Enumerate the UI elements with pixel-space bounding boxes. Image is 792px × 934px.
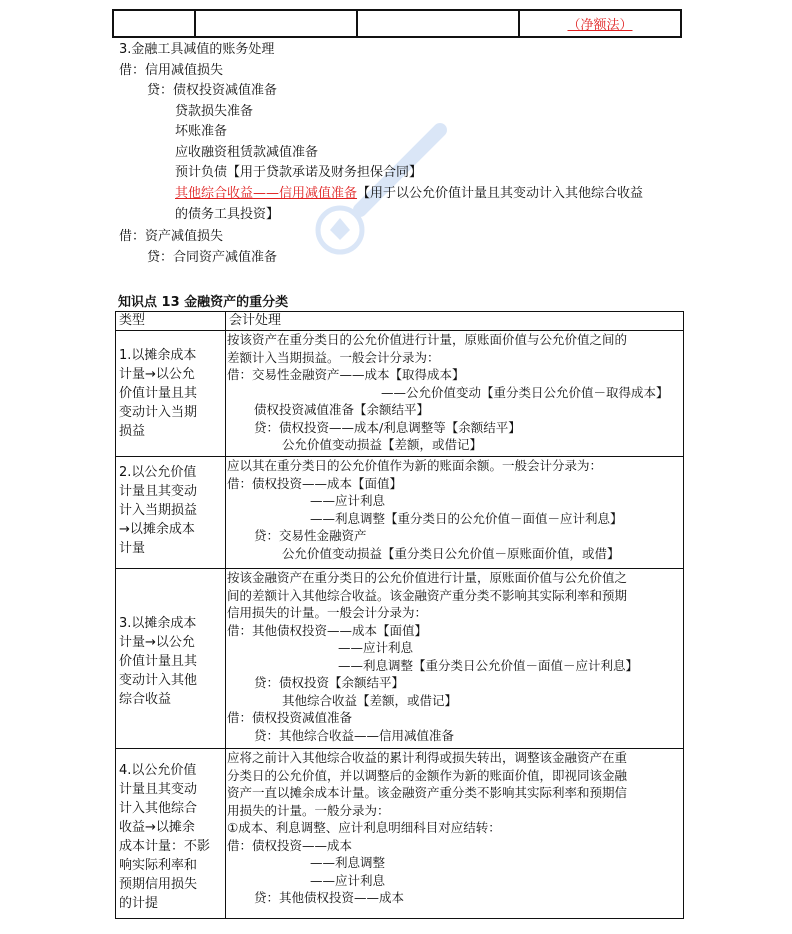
text-line: 用损失的计量。一般分录为： <box>227 802 390 818</box>
accounting-cell <box>226 331 684 457</box>
table-cell <box>519 10 681 37</box>
type-text: 1.以摊余成本 计量→以公允 价值计量且其 变动计入当期 损益 <box>119 348 198 439</box>
entry-line: 坏账准备 <box>175 124 228 139</box>
top-partial-table <box>112 9 682 38</box>
text-line: 分类日的公允价值，并以调整后的金额作为新的账面价值，即视同该金融 <box>227 767 628 783</box>
text-line: 按该金融资产在重分类日的公允价值进行计量，原账面价值与公允价值之 <box>227 570 628 585</box>
text-line: 公允价值变动损益【差额，或借记】 <box>282 437 483 452</box>
text-line: 其他综合收益【差额，或借记】 <box>282 692 458 708</box>
text-line: ——公允价值变动【重分类日公允价值－取得成本】 <box>381 384 669 400</box>
text-line: ——利息调整【重分类日公允价值－面值－应计利息】 <box>338 657 639 673</box>
entry-line: 贷：合同资产减值准备 <box>147 250 278 265</box>
entry-line: 预计负债【用于贷款承诺及财务担保合同】 <box>175 165 423 180</box>
text-line: ——应计利息 <box>310 493 386 508</box>
text-line: ——利息调整 <box>310 855 386 870</box>
text-line: 借：债权投资——成本【面值】 <box>227 475 403 491</box>
accounting-cell <box>226 749 684 919</box>
type-text: 3.以摊余成本 计量→以公允 价值计量且其 变动计入其他 综合收益 <box>119 616 198 707</box>
entry-line: 贷款损失准备 <box>175 104 254 119</box>
oci-credit-impairment-label: 其他综合收益——信用减值准备 <box>175 186 358 201</box>
type-text: 2.以公允价值 计量且其变动 计入当期损益 →以摊余成本 计量 <box>119 465 198 556</box>
text-line: ①成本、利息调整、应计利息明细科目对应结转： <box>227 820 501 835</box>
knowledge-point-title: 知识点 13 金融资产的重分类 <box>118 295 289 310</box>
text-line: 贷：其他综合收益——信用减值准备 <box>254 727 455 743</box>
text-line: 贷：交易性金融资产 <box>254 528 367 543</box>
reclassification-table <box>115 311 684 919</box>
table-row <box>116 457 684 569</box>
table-row <box>113 10 681 37</box>
text-line: ——应计利息 <box>310 872 386 888</box>
entry-line-highlight <box>175 185 643 203</box>
table-cell <box>357 10 519 37</box>
note-text: 【用于以公允价值计量且其变动计入其他综合收益 <box>357 186 644 201</box>
text-line: 借：债权投资减值准备 <box>227 710 353 725</box>
text-line: ——应计利息 <box>338 640 414 655</box>
text-line: 间的差额计入其他综合收益。该金融资产重分类不影响其实际利率和预期 <box>227 587 628 603</box>
section-heading: 3.金融工具减值的账务处理 <box>119 42 275 57</box>
table-row <box>116 331 684 457</box>
text-line: 按该资产在重分类日的公允价值进行计量，原账面价值与公允价值之间的 <box>227 332 628 347</box>
entry-line: 借：资产减值损失 <box>119 229 224 244</box>
entry-line: 应收融资租赁款减值准备 <box>175 145 319 160</box>
entry-line: 借：信用减值损失 <box>119 63 224 78</box>
table-cell <box>113 10 195 37</box>
entry-line: 贷：债权投资减值准备 <box>147 83 278 98</box>
text-line: 借：交易性金融资产——成本【取得成本】 <box>227 367 465 382</box>
type-cell <box>116 569 226 749</box>
text-line: 借：债权投资——成本 <box>227 837 353 853</box>
text-line: 贷：其他债权投资——成本 <box>254 890 405 905</box>
type-cell <box>116 457 226 569</box>
accounting-cell <box>226 569 684 749</box>
text-line: 差额计入当期损益。一般会计分录为： <box>227 349 440 365</box>
net-method-label: （净额法） <box>567 18 633 33</box>
text-line: 借：其他债权投资——成本【面值】 <box>227 622 428 638</box>
type-cell <box>116 331 226 457</box>
accounting-cell <box>226 457 684 569</box>
type-text: 4.以公允价值 计量且其变动 计入其他综合 收益→以摊余 成本计量：不影 响实际利率和 预期信用损失 的计提 <box>119 763 211 911</box>
text-line: 资产一直以摊余成本计量。该金融资产重分类不影响其实际利率和预期信 <box>227 785 628 800</box>
text-line: ——利息调整【重分类日的公允价值－面值－应计利息】 <box>310 510 623 526</box>
text-line: 应以其在重分类日的公允价值作为新的账面余额。一般会计分录为： <box>227 458 603 473</box>
table-cell <box>195 10 357 37</box>
text-line: 贷：债权投资——成本/利息调整等【余额结平】 <box>254 419 521 435</box>
text-line: 应将之前计入其他综合收益的累计利得或损失转出，调整该金融资产在重 <box>227 750 628 765</box>
table-row <box>116 569 684 749</box>
type-cell <box>116 749 226 919</box>
text-line: 债权投资减值准备【余额结平】 <box>254 402 430 417</box>
column-header-accounting: 会计处理 <box>226 312 684 331</box>
text-line: 公允价值变动损益【重分类日公允价值－原账面价值，或借】 <box>282 545 620 561</box>
text-line: 信用损失的计量。一般会计分录为： <box>227 605 428 620</box>
column-header-type: 类型 <box>116 312 226 331</box>
entry-line: 的债务工具投资】 <box>175 207 280 222</box>
text-line: 贷：债权投资【余额结平】 <box>254 675 405 690</box>
table-row <box>116 749 684 919</box>
table-header-row <box>116 312 684 331</box>
